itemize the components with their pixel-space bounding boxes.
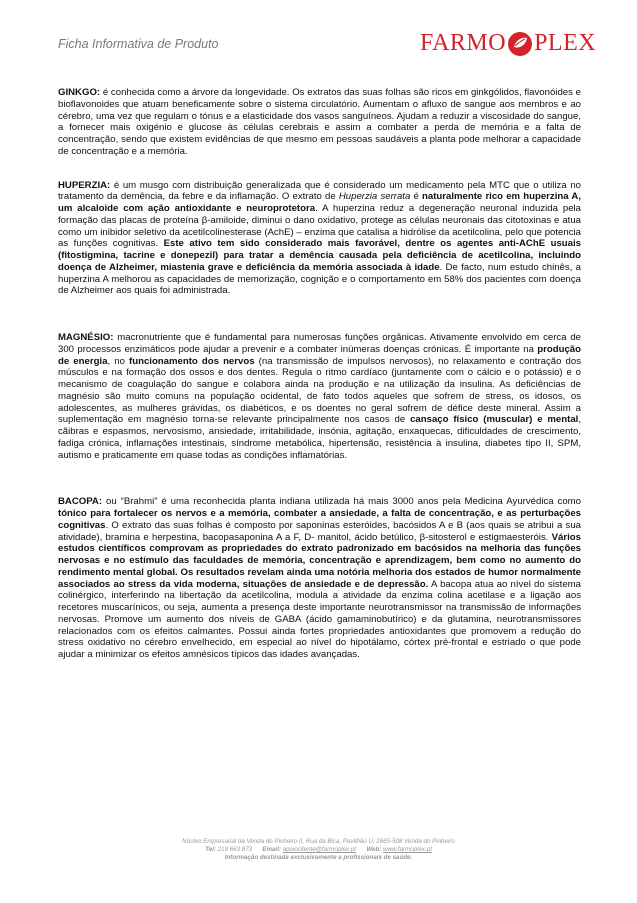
term-huperzia: HUPERZIA: — [58, 179, 111, 191]
magnesio-bold-2: funcionamento dos nervos — [129, 355, 255, 367]
huperzia-species: Huperzia serrata — [338, 191, 411, 203]
magnesio-text-4: , cãibras e espasmos, nervosismo, ansiedade, irritabilidade, insónia, agitação, enxaquecas, dificuldades de crescimento, fadiga crónica, inflamações intestinais, síndrome metabólica, hipertensão, resistência à insulina, diabetes tipo II, SPM, autismo e praticamente em quase todas as condições inflamatórias. — [58, 414, 581, 461]
footer-web-link[interactable]: www.farmoplex.pt — [383, 846, 432, 853]
page-footer — [0, 838, 637, 862]
leaf-icon — [507, 31, 533, 57]
magnesio-bold-1: produção de energia — [58, 343, 581, 367]
huperzia-text-4: . De facto, num estudo chinês, a huperzina A melhorou as capacidades de memorização, cognição e o comportamento em 58% dos pacientes com doença de Alzheimer aos quais foi administrada. — [58, 261, 581, 297]
magnesio-bold-3: cansaço físico (muscular) e mental — [410, 414, 579, 426]
page-header — [0, 0, 637, 70]
magnesio-text-2: , no — [107, 355, 130, 367]
section-magnesio — [58, 332, 581, 461]
bacopa-text-3: A bacopa atua ao nível do sistema colinérgico, interferindo na libertação da acetilcolina, modula a atividade da enzima colina acetilase e a ligação aos recetores muscarínicos, ou seja, aumenta a presença deste importante neurotransmissor na transmissão de informações nervosas. Promove um aumento dos níveis de GABA (ácido gamaminobutírico) e da glutamina, neurotransmissores relacionados com os efeitos calmantes. Possui ainda fortes propriedades antioxidantes que promovem a redução do stress oxidativo no cérebro envelhecido, em especial ao nível do hipotálamo, córtex pré-frontal e estriado o que pode ajudar a minimizar os efeitos amnésicos típicos das idades avançadas. — [58, 578, 581, 660]
bacopa-bold-2: Vários estudos científicos comprovam as propriedades do extrato padronizado em bacósidos na melhoria das funções nervosas e no estímulo das faculdades de memória, concentração e aprendizagem, bem como no aumento do rendimento mental global. Os resultados revelam ainda uma notória melhoria dos estados de humor normalmente associados ao stress da vida moderna, situações de ansiedade e de depressão. — [58, 531, 581, 590]
huperzia-bold-2: Este ativo tem sido considerado mais favorável, dentre os agentes anti-AChE usuais (fitostigmina, tacrine e donepezil) para tratar a demência causada pela deficiência de acetilcolina, incluindo doença de Alzheimer, miastenia grave e deficiência da memória associada à idade — [58, 238, 582, 273]
product-content — [58, 87, 581, 661]
footer-tel-label: Tel: — [205, 846, 216, 853]
term-bacopa: BACOPA: — [58, 496, 103, 508]
magnesio-text-3: (na transmissão de impulsos nervosos), no relaxamento e contração dos músculos e na formação dos ossos e dos dentes. Regula o ritmo cardíaco (juntamente com o cálcio e o potássio) e o mecanismo de coagulação do sangue e colabora ainda na produção e na utilização da insulina. As deficiências de magnésio são muito comuns na população ocidental, de fato todos aqueles que sofrem de stress, os idosos, os adolescentes, as mulheres grávidas, os diabéticos, e os doentes no geral sofrem de défice deste mineral. Assim a suplementação em magnésio torna-se relevante principalmente nos casos de — [58, 355, 582, 426]
logo-text-left: FARMO — [420, 30, 507, 56]
brand-logo — [420, 30, 596, 57]
ginkgo-text: é conhecida como a árvore da longevidade. Os extratos das suas folhas são ricos em ginkgólidos, flavonóides e bioflavonoides que atuam beneficamente sobre o sistema circulatório. Aumentam o afluxo de sangue aos membros e ao cérebro, uma vez que regulam o tónus e a elasticidade dos vasos sanguíneos. Ajudam a reduzir a viscosidade do sangue, a fornecer mais oxigénio e glucose às células cerebrais e assim a combater a perda de memória e a falta de concentração, sendo que existem evidências de que mesmo em pessoas saudáveis a planta pode melhorar a capacidade de concentração e a memória. — [58, 87, 581, 157]
huperzia-text-2: é — [410, 191, 423, 203]
term-ginkgo: GINKGO: — [58, 87, 101, 98]
header-title: Ficha Informativa de Produto — [58, 37, 219, 51]
footer-tel: 219 663 873 — [215, 846, 252, 853]
huperzia-text-3: . A huperzina reduz a degeneração neuronal induzida pela formação das placas de proteína β-amiloide, diminui o dano oxidativo, protege as células neuronais das citotoxinas e atua como um inibidor seletivo da acetilcolinesterase (AchE) – enzima que catalisa a hidrólise da acetilcolina, pelo que potencia as funções cognitivas. — [58, 203, 581, 250]
footer-contacts — [0, 846, 637, 854]
footer-note-text: Informação destinada exclusivamente a profissionais de saúde. — [224, 854, 413, 861]
bacopa-bold-1: tónico para fortalecer os nervos e a memória, combater a ansiedade, a falta de concentração, e as perturbações cognitivas — [58, 508, 581, 531]
footer-email-link[interactable]: apoiocliente@farmoplex.pt — [282, 846, 356, 853]
section-ginkgo — [58, 87, 581, 158]
footer-address: Núcleo Empresarial da Venda do Pinheiro II, Rua da Bica, Pavilhão U, 2665-508 Venda do Pinheiro — [182, 838, 455, 845]
bacopa-text-2: . O extrato das suas folhas é composto por saponinas esteróides, bacósidos A e B (aos quais se atribui a sua atividade), bramina e herpestina, bacopasaponina A a F, D- manitol, ácido betúlico, β-sitosterol e estigmaesteróis. — [58, 519, 581, 543]
section-huperzia — [58, 180, 581, 298]
footer-email-label: Email: — [262, 846, 281, 853]
bacopa-text-1: ou “Brahmi” é uma reconhecida planta indiana utilizada há mais 3000 anos pela Medicina Ayurvédica como — [102, 496, 581, 508]
term-magnesio: MAGNÉSIO: — [58, 332, 114, 343]
footer-note — [0, 854, 637, 862]
huperzia-text-1: é um musgo com distribuição generalizada que é considerado um medicamento pela MTC que o utiliza no tratamento da demência, da febre e da inflamação. O extrato de — [58, 179, 581, 203]
huperzia-bold-1: naturalmente rico em huperzina A, um alcaloide com ação antioxidante e neuroprotetora — [58, 191, 581, 214]
footer-web-label: Web: — [366, 846, 382, 853]
magnesio-text-1: macronutriente que é fundamental para numerosas funções orgânicas. Ativamente envolvido em cerca de 300 processos enzimáticos pode ajudar a prevenir e a combater inúmeras doenças crónicas. É importante na — [58, 332, 581, 355]
logo-text-right: PLEX — [534, 30, 597, 56]
section-bacopa — [58, 496, 581, 661]
